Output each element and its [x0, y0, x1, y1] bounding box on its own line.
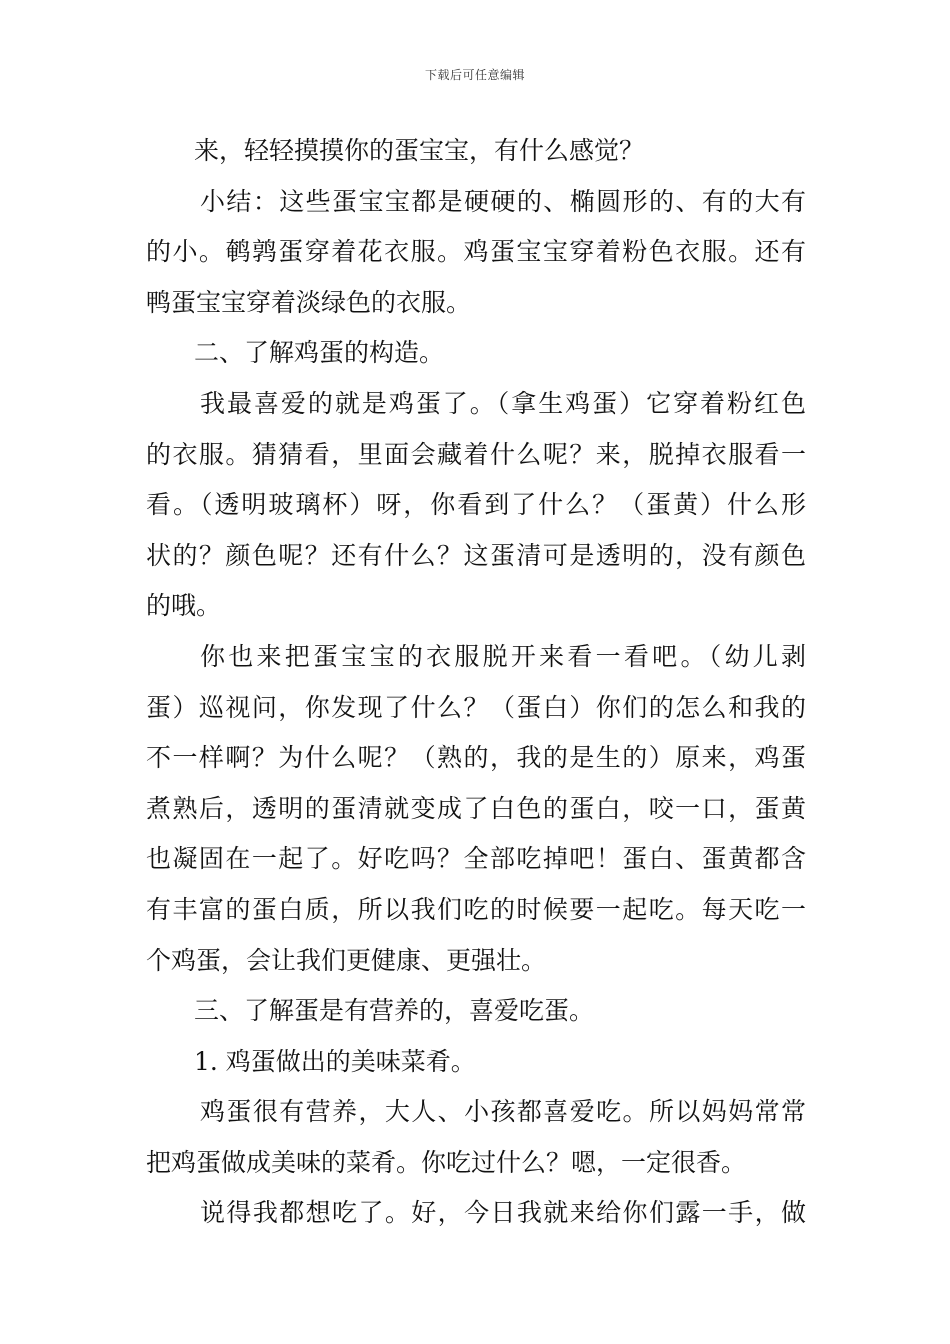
paragraph-line: 蛋）巡视问，你发现了什么？（蛋白）你们的怎么和我的	[146, 692, 806, 722]
paragraph-line: 说得我都想吃了。好，今日我就来给你们露一手，做	[200, 1198, 806, 1228]
document-body	[146, 126, 806, 1239]
paragraph-line: 鸡蛋很有营养，大人、小孩都喜爱吃。所以妈妈常常	[200, 1097, 806, 1127]
paragraph-line: 煮熟后，透明的蛋清就变成了白色的蛋白，咬一口，蛋黄	[146, 793, 806, 823]
paragraph-line: 把鸡蛋做成美味的菜肴。你吃过什么？嗯，一定很香。	[146, 1147, 747, 1177]
paragraph-line: 我最喜爱的就是鸡蛋了。（拿生鸡蛋）它穿着粉红色	[200, 388, 806, 418]
paragraph-line: 小结：这些蛋宝宝都是硬硬的、椭圆形的、有的大有	[200, 186, 806, 216]
paragraph-line: 也凝固在一起了。好吃吗？全部吃掉吧！蛋白、蛋黄都含	[146, 844, 806, 874]
paragraph-line: 状的？颜色呢？还有什么？这蛋清可是透明的，没有颜色	[146, 540, 806, 570]
paragraph-line: 不一样啊？为什么呢？（熟的，我的是生的）原来，鸡蛋	[146, 743, 806, 773]
paragraph-line: 的衣服。猜猜看，里面会藏着什么呢？来，脱掉衣服看一	[146, 439, 806, 469]
paragraph-line: 来，轻轻摸摸你的蛋宝宝，有什么感觉？	[194, 136, 645, 165]
paragraph-line: 有丰富的蛋白质，所以我们吃的时候要一起吃。每天吃一	[146, 894, 806, 924]
paragraph-line: 的小。鹌鹑蛋穿着花衣服。鸡蛋宝宝穿着粉色衣服。还有	[146, 237, 806, 267]
paragraph-line: 的哦。	[146, 591, 222, 621]
section-heading: 三、了解蛋是有营养的，喜爱吃蛋。	[194, 996, 595, 1026]
paragraph-line: 鸭蛋宝宝穿着淡绿色的衣服。	[146, 287, 472, 317]
section-heading: 二、了解鸡蛋的构造。	[194, 338, 445, 368]
paragraph-line: 看。（透明玻璃杯）呀，你看到了什么？（蛋黄）什么形	[146, 490, 806, 520]
paragraph-line: 个鸡蛋，会让我们更健康、更强壮。	[146, 945, 547, 975]
subsection-heading: 1. 鸡蛋做出的美味菜肴。	[194, 1046, 476, 1076]
page-header: 下载后可任意编辑	[424, 68, 525, 82]
paragraph-line: 你也来把蛋宝宝的衣服脱开来看一看吧。（幼儿剥	[200, 641, 806, 671]
